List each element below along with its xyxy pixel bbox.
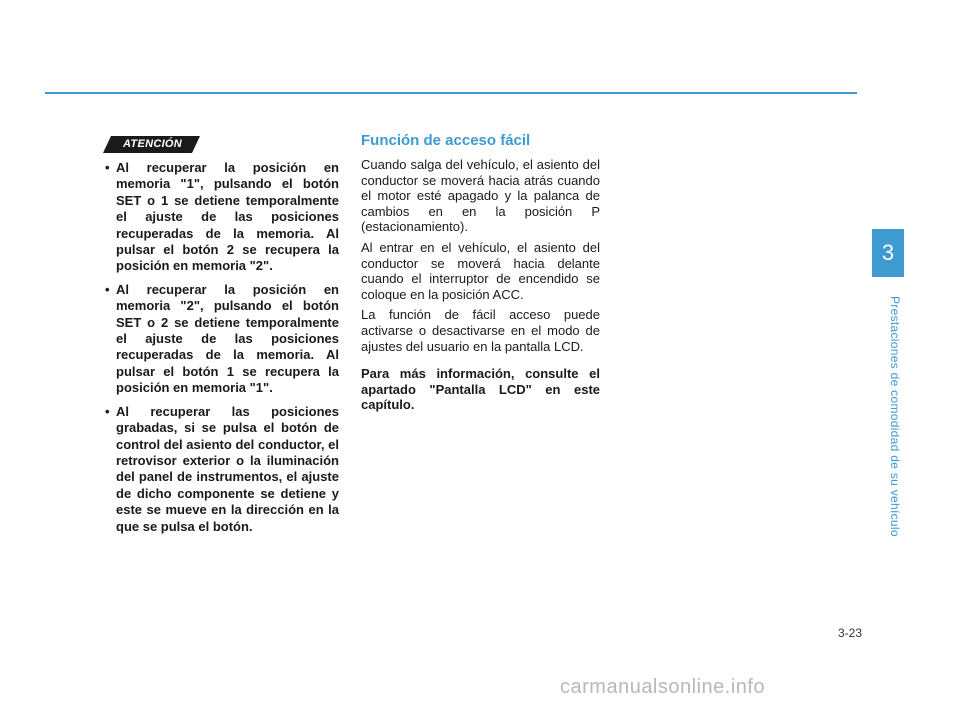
notice-column [103,134,339,542]
page-number: 3-23 [837,626,862,640]
bullet-icon: • [105,160,110,175]
section-paragraph: La función de fácil acceso puede activarse o desactivarse en el modo de ajustes del usuario en la pantalla LCD. [361,307,600,354]
section-title: Función de acceso fácil [361,132,531,149]
notice-badge-wrap [103,134,339,153]
notice-badge: ATENCIÓN [111,136,192,153]
notice-item-text: Al recuperar las posiciones grabadas, si se pulsa el botón de control del asiento del conductor, el retrovisor exterior o la iluminación del panel de instrumentos, el ajuste de dicho componente se detiene y este se mueve en la dirección en la que se pulsa el botón. [116,403,339,534]
notice-list [103,160,339,535]
header-rule [45,92,857,94]
notice-item-text: Al recuperar la posición en memoria "2", pulsando el botón SET o 2 se detiene temporalmente el ajuste de las posiciones recuperadas de la memoria. Al pulsar el botón 1 se recupera la posición en memoria "1". [116,281,339,396]
list-item [103,160,339,275]
bullet-icon: • [105,403,110,419]
chapter-title: Prestaciones de comodidad de su vehículo [888,296,902,537]
section-column [361,131,600,418]
chapter-tab: 3 [872,229,904,277]
watermark: carmanualsonline.info [560,676,766,698]
list-item [103,404,339,535]
notice-item-text: Al recuperar la posición en memoria "1", pulsando el botón SET o 1 se detiene temporalmente el ajuste de las posiciones recuperadas de la memoria. Al pulsar el botón 2 se recupera la posición en memoria "2". [116,160,339,274]
section-paragraph: Al entrar en el vehículo, el asiento del conductor se moverá hacia delante cuando el interruptor de encendido se coloque en la posición ACC. [361,239,600,302]
section-note: Para más información, consulte el apartado "Pantalla LCD" en este capítulo. [361,366,600,413]
list-item [103,282,339,397]
section-paragraph: Cuando salga del vehículo, el asiento del conductor se moverá hacia atrás cuando el motor esté apagado y la palanca de cambios en en la posición P (estacionamiento). [361,157,600,235]
bullet-icon: • [105,281,110,297]
